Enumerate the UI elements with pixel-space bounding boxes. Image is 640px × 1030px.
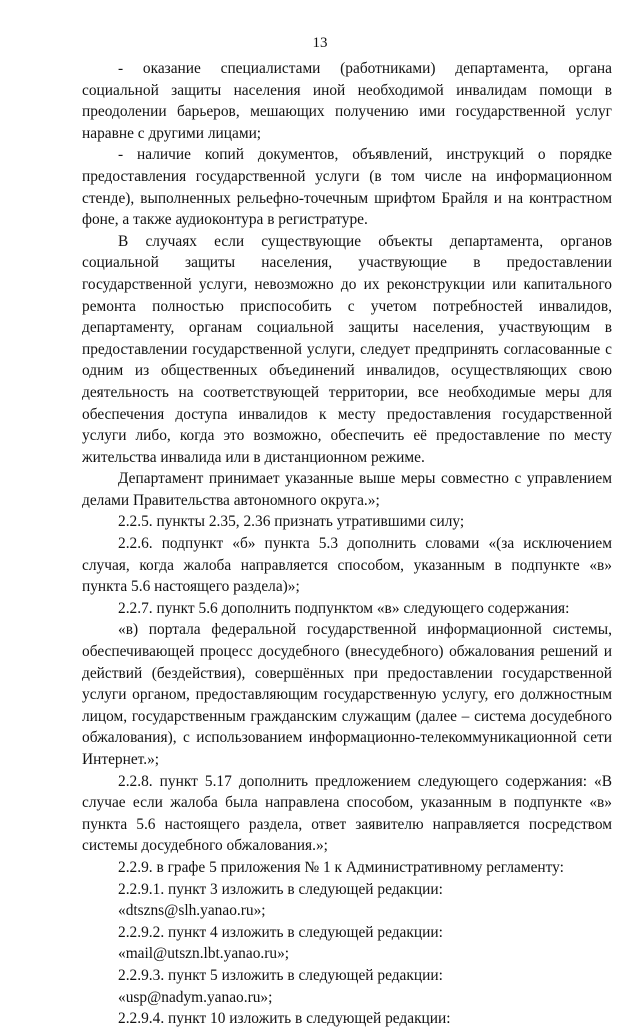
paragraph-braille-documents: - наличие копий документов, объявлений, инструкций о порядке предоставления государственной услуги (в том числе на информационном стенде), выполненных рельефно-точечным шрифтом Брайля и на контрастном фоне, а также аудиоконтура в регистратуре. bbox=[82, 146, 612, 229]
paragraph-accessibility-measures: В случаях если существующие объекты департамента, органов социальной защиты населения, участвующие в предоставлении государственной услуги, невозможно до их реконструкции или капитального ремонта полностью приспособить с учетом потребностей инвалидов, департаменту, органам социальной защиты населения, участвующим в предоставлении государственной услуги, следует предпринять согласованные с одним из общественных объединений инвалидов, осуществляющих свою деятельность на соответствующей территории, все необходимые меры для обеспечения доступа инвалидов к месту предоставления государственной услуги либо, когда это возможно, обеспечить её предоставление по месту жительства инвалида или в дистанционном режиме. bbox=[82, 232, 612, 466]
paragraph-2-2-9-3: 2.2.9.3. пункт 5 изложить в следующей редакции: bbox=[118, 966, 443, 984]
paragraph-2-2-9: 2.2.9. в графе 5 приложения № 1 к Административному регламенту: bbox=[118, 858, 564, 876]
paragraph-subclause-v-portal: «в) портала федеральной государственной информационной системы, обеспечивающей процесс досудебного (внесудебного) обжалования решений и действий (бездействия), совершённых при предоставлении государственной услуги органом, предоставляющим государственную услугу, его должностным лицом, государственным гражданским служащим (далее – система досудебного обжалования), с использованием информационно-телекоммуникационной сети Интернет.»; bbox=[82, 621, 612, 768]
email-line-dtszns: «dtszns@slh.yanao.ru»; bbox=[118, 902, 266, 920]
document-body bbox=[82, 58, 612, 1030]
paragraph-2-2-6: 2.2.6. подпункт «б» пункта 5.3 дополнить словами «(за исключением случая, когда жалоба направляется способом, указанным в подпункте «в» пункта 5.6 настоящего раздела)»; bbox=[82, 535, 612, 596]
paragraph-2-2-9-4: 2.2.9.4. пункт 10 изложить в следующей редакции: bbox=[118, 1010, 451, 1028]
paragraph-2-2-9-1: 2.2.9.1. пункт 3 изложить в следующей редакции: bbox=[118, 880, 443, 898]
paragraph-barrier-assistance: - оказание специалистами (работниками) департамента, органа социальной защиты населения иной необходимой инвалидам помощи в преодолении барьеров, мешающих получению ими государственной услуг наравне с другими лицами; bbox=[82, 60, 612, 142]
paragraph-2-2-9-2: 2.2.9.2. пункт 4 изложить в следующей редакции: bbox=[118, 923, 443, 941]
paragraph-2-2-8: 2.2.8. пункт 5.17 дополнить предложением следующего содержания: «В случае если жалоба была направлена способом, указанным в подпункте «в» пункта 5.6 настоящего раздела, ответ заявителю направляется посредством системы досудебного обжалования.»; bbox=[82, 772, 612, 855]
email-line-nadym: «usp@nadym.yanao.ru»; bbox=[118, 988, 273, 1006]
page-number: 13 bbox=[312, 35, 328, 51]
paragraph-2-2-5: 2.2.5. пункты 2.35, 2.36 признать утратившими силу; bbox=[118, 513, 465, 531]
paragraph-joint-measures: Департамент принимает указанные выше меры совместно с управлением делами Правительства автономного округа.»; bbox=[82, 470, 612, 509]
paragraph-2-2-7: 2.2.7. пункт 5.6 дополнить подпунктом «в» следующего содержания: bbox=[118, 599, 570, 617]
email-line-utszn: «mail@utszn.lbt.yanao.ru»; bbox=[118, 945, 290, 963]
